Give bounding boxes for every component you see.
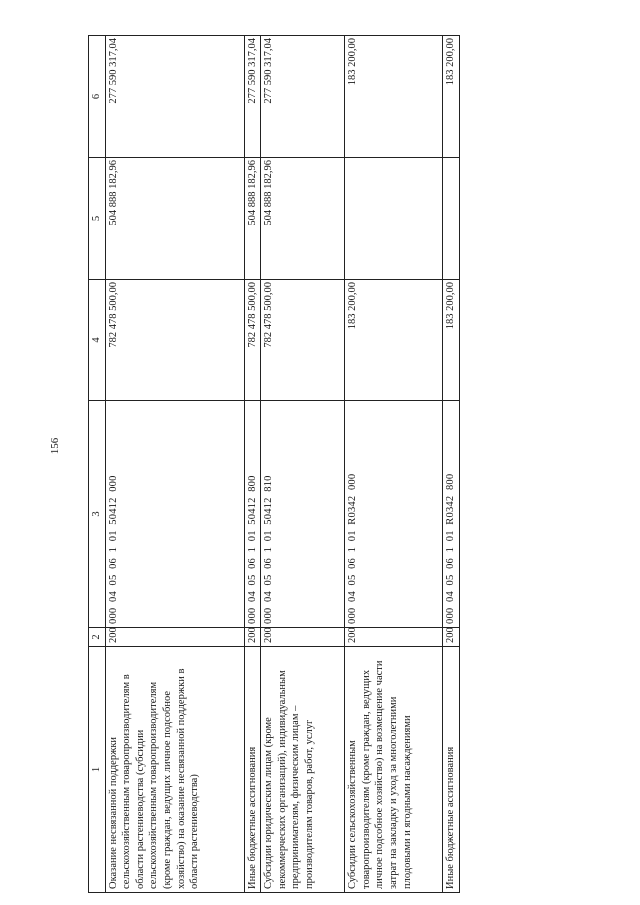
row-code: 000 04 05 06 1 01 50412 800 [244, 401, 261, 628]
row-value-6: 183 200,00 [443, 36, 460, 158]
header-col-5: 5 [89, 158, 106, 280]
row-value-4: 782 478 500,00 [261, 280, 345, 401]
row-code: 000 04 05 06 1 01 R0342 800 [443, 401, 460, 628]
row-name: Оказание несвязанной поддержки сельскохозяйственным товаропроизводителям в области растениеводства (субсидии сельскохозяйственным товаропроизводителям (кроме граждан, ведущих личное подсобное хозяйство) на оказание несвязанной поддержки в области растениеводства) [105, 647, 244, 893]
row-value-4: 782 478 500,00 [105, 280, 244, 401]
row-admin: 200 [244, 628, 261, 647]
row-value-4: 183 200,00 [345, 280, 443, 401]
header-col-3: 3 [89, 401, 106, 628]
row-value-6: 277 590 317,04 [244, 36, 261, 158]
row-value-6: 277 590 317,04 [261, 36, 345, 158]
table-row [345, 36, 443, 893]
rotated-table-container [88, 36, 528, 893]
row-code: 000 04 05 06 1 01 R0342 000 [345, 401, 443, 628]
row-name: Субсидии сельскохозяйственным товаропроизводителям (кроме граждан, ведущих личное подсобное хозяйство) на возмещение части затрат на закладку и уход за многолетними плодовыми и ягодными насаждениями [345, 647, 443, 893]
row-code: 000 04 05 06 1 01 50412 810 [261, 401, 345, 628]
budget-table [88, 35, 460, 893]
row-code: 000 04 05 06 1 01 50412 000 [105, 401, 244, 628]
header-col-4: 4 [89, 280, 106, 401]
row-name: Иные бюджетные ассигнования [244, 647, 261, 893]
table-row [105, 36, 244, 893]
row-value-5: 504 888 182,96 [105, 158, 244, 280]
row-admin: 200 [443, 628, 460, 647]
row-admin: 200 [345, 628, 443, 647]
header-row [89, 36, 106, 893]
row-admin: 200 [105, 628, 244, 647]
table-row [443, 36, 460, 893]
header-col-1: 1 [89, 647, 106, 893]
table-row [261, 36, 345, 893]
row-value-4: 183 200,00 [443, 280, 460, 401]
row-name: Иные бюджетные ассигнования [443, 647, 460, 893]
row-value-6: 277 590 317,04 [105, 36, 244, 158]
row-value-6: 183 200,00 [345, 36, 443, 158]
row-value-4: 782 478 500,00 [244, 280, 261, 401]
row-name: Субсидии юридическим лицам (кроме некоммерческих организаций), индивидуальным предпринимателям, физическим лицам – производителям товаров, работ, услуг [261, 647, 345, 893]
row-value-5: 504 888 182,96 [244, 158, 261, 280]
header-col-2: 2 [89, 628, 106, 647]
row-value-5 [345, 158, 443, 280]
row-value-5 [443, 158, 460, 280]
row-value-5: 504 888 182,96 [261, 158, 345, 280]
page-number: 156 [49, 437, 61, 455]
table-row [244, 36, 261, 893]
row-admin: 200 [261, 628, 345, 647]
header-col-6: 6 [89, 36, 106, 158]
